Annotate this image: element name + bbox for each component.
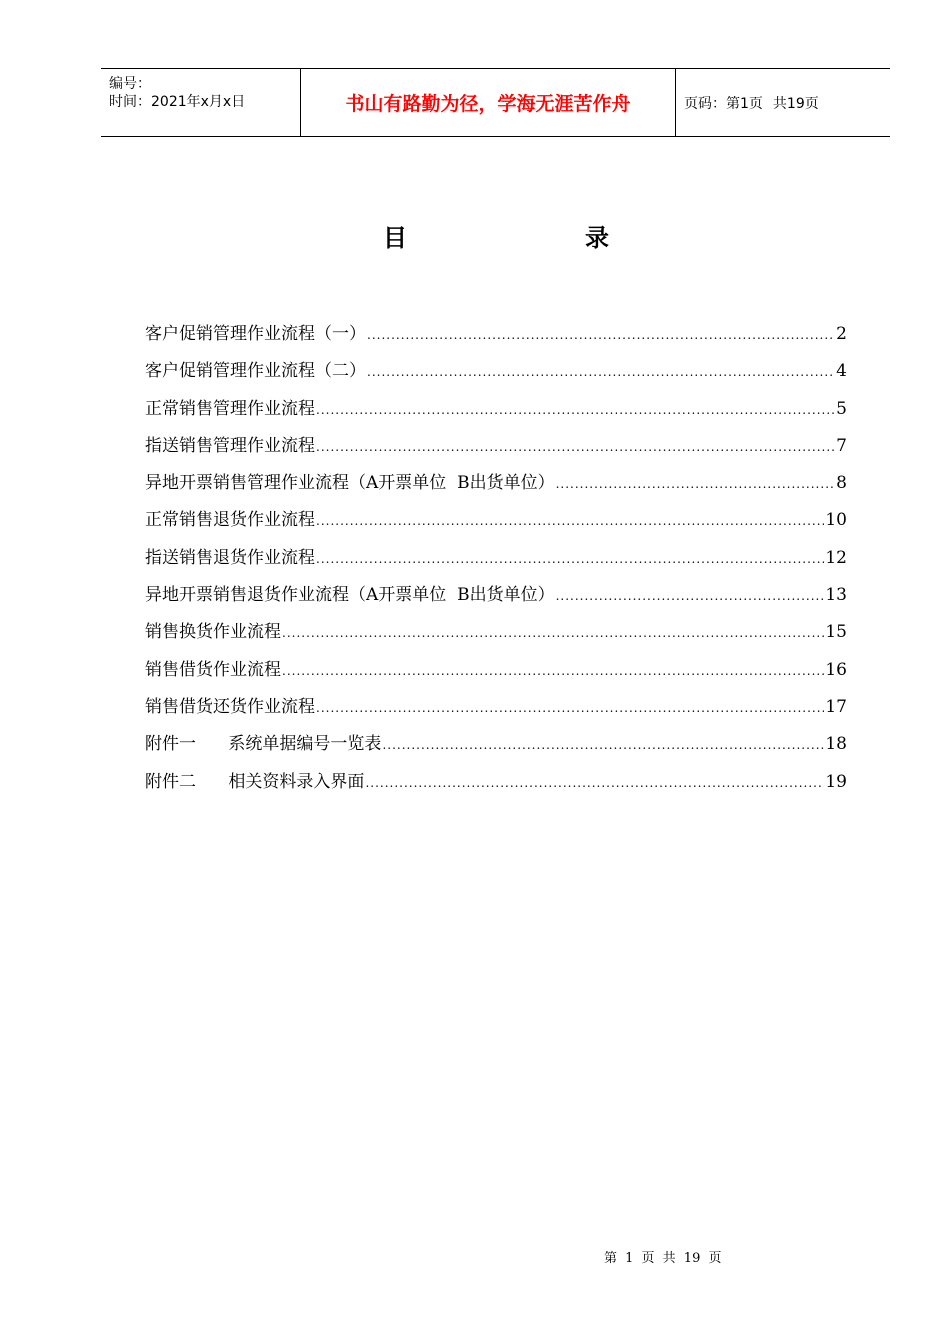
time-label: 时间：2021年x月x日 [109, 94, 246, 110]
toc-entry[interactable] [145, 543, 847, 580]
toc-entry-page: 12 [825, 547, 847, 568]
toc-entry[interactable] [145, 319, 847, 356]
toc-title-char-1: 目 [383, 224, 407, 252]
header-page-info [676, 69, 890, 136]
toc-entry-text: 附件二 相关资料录入界面 [145, 771, 365, 792]
toc-dot-leader [316, 552, 824, 566]
toc-dot-leader [282, 664, 824, 678]
toc-dot-leader [367, 328, 835, 342]
toc-entry[interactable] [145, 468, 847, 505]
toc-entry[interactable] [145, 617, 847, 654]
serial-label: 编号： [109, 76, 151, 92]
header-motto: 书山有路勤为径，学海无涯苦作舟 [301, 69, 676, 136]
toc-entry-page: 19 [825, 771, 847, 792]
toc-entry-text: 客户促销管理作业流程（二） [145, 361, 366, 382]
toc-entry-page: 8 [836, 473, 847, 494]
toc-entry-page: 18 [825, 734, 847, 755]
page-header [101, 68, 890, 137]
toc-entry-text: 附件一 系统单据编号一览表 [145, 734, 382, 755]
toc-entry-page: 5 [836, 398, 847, 419]
toc-dot-leader [382, 738, 824, 752]
toc-entry[interactable] [145, 692, 847, 729]
toc-entry-text: 指送销售退货作业流程 [145, 547, 315, 568]
toc-dot-leader [316, 701, 824, 715]
toc-entry[interactable] [145, 580, 847, 617]
toc-dot-leader [282, 626, 824, 640]
toc-entry-text: 异地开票销售退货作业流程（A开票单位 B出货单位） [145, 585, 555, 606]
toc-dot-leader [316, 514, 824, 528]
toc-entry-page: 10 [825, 510, 847, 531]
toc-dot-leader [316, 403, 835, 417]
toc-dot-leader [365, 776, 824, 790]
toc-entry-page: 17 [825, 696, 847, 717]
toc-entry-text: 销售借货作业流程 [145, 659, 281, 680]
toc-entry-page: 4 [836, 361, 847, 382]
toc-entry-text: 客户促销管理作业流程（一） [145, 324, 366, 344]
toc-dot-leader [556, 589, 825, 603]
toc-entry-page: 2 [836, 324, 847, 344]
toc-entry[interactable] [145, 729, 847, 766]
toc-entry[interactable] [145, 394, 847, 431]
toc-title-char-2: 录 [585, 224, 609, 252]
toc-entry-page: 13 [825, 585, 847, 606]
toc-entry[interactable] [145, 356, 847, 393]
toc-dot-leader [556, 477, 836, 491]
page-footer: 第 1 页 共 19 页 [604, 1251, 722, 1266]
toc-entry-page: 15 [825, 622, 847, 643]
toc-list [145, 319, 847, 804]
toc-entry[interactable] [145, 767, 847, 804]
toc-entry[interactable] [145, 505, 847, 542]
toc-dot-leader [367, 365, 835, 379]
toc-entry-text: 正常销售退货作业流程 [145, 510, 315, 531]
page-code-label: 页码：第1页 [684, 95, 763, 112]
toc-entry-text: 正常销售管理作业流程 [145, 398, 315, 419]
toc-entry-text: 销售借货还货作业流程 [145, 696, 315, 717]
toc-entry-text: 销售换货作业流程 [145, 622, 281, 643]
toc-entry-text: 指送销售管理作业流程 [145, 435, 315, 456]
toc-entry-page: 16 [825, 659, 847, 680]
page-total-label: 共19页 [772, 95, 819, 112]
toc-entry[interactable] [145, 655, 847, 692]
toc-entry[interactable] [145, 431, 847, 468]
toc-entry-text: 异地开票销售管理作业流程（A开票单位 B出货单位） [145, 473, 555, 494]
toc-dot-leader [316, 440, 835, 454]
header-meta [101, 69, 301, 136]
toc-entry-page: 7 [836, 435, 847, 456]
